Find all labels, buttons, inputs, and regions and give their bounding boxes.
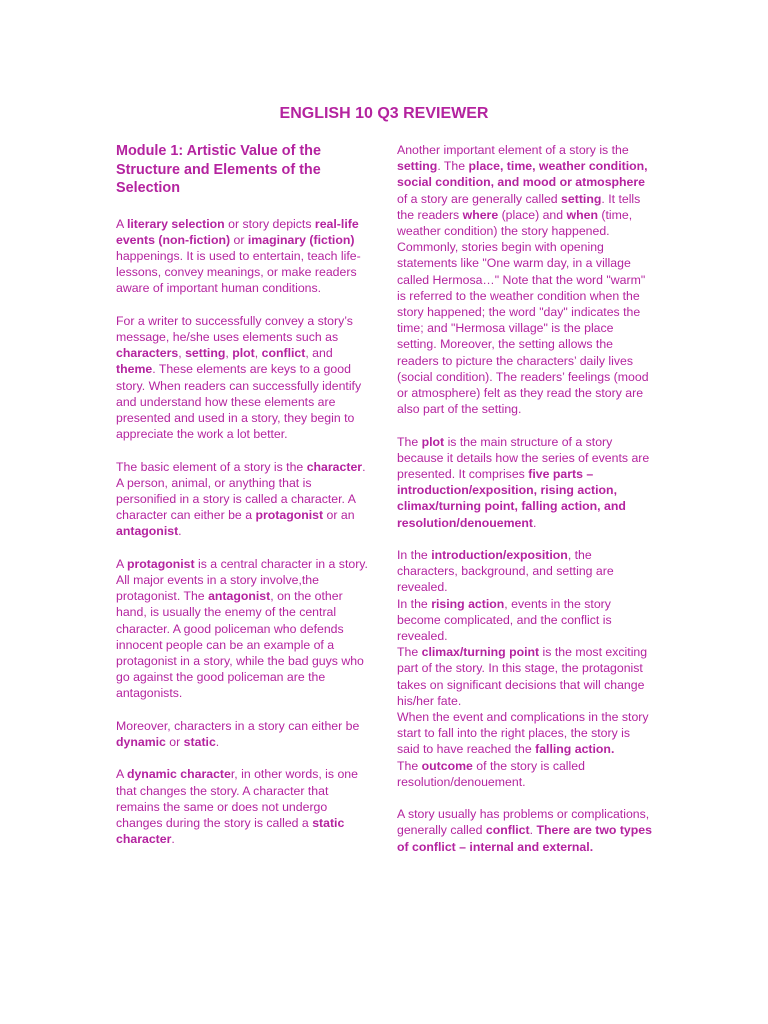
bold-term: five parts – introduction/exposition, rising action, climax/turning point, falling action, and resolution/denouement xyxy=(397,467,626,530)
bold-term: introduction/exposition xyxy=(431,548,568,563)
text-run: or xyxy=(165,734,184,749)
bold-term: theme xyxy=(116,362,153,377)
bold-term: literary selection xyxy=(126,216,225,231)
text-run: , the characters, background, and setting are revealed. xyxy=(397,548,614,595)
module-heading: Module 1: Artistic Value of the Structure and Elements of the Selection xyxy=(116,143,321,196)
text-run: of the story is called resolution/denouement. xyxy=(397,758,585,789)
paragraph-climax xyxy=(397,644,655,709)
text-run: , and xyxy=(305,346,333,361)
text-run: is a central character in a story. All major events in a story involve,the protagonist. The xyxy=(116,556,368,604)
text-run: or story depicts xyxy=(224,216,315,231)
text-run: A xyxy=(116,556,127,571)
bold-term: climax/turning point xyxy=(421,645,540,660)
bold-term: antagonist xyxy=(116,524,179,539)
paragraph-falling-action xyxy=(397,709,655,758)
bold-term: place, time, weather condition, social condition, and mood or atmosphere xyxy=(397,159,648,190)
paragraph-literary-selection xyxy=(116,216,372,297)
text-run: . xyxy=(171,832,175,847)
text-run: , on the other hand, is usually the enemy of the central character. A good policeman who defends innocent people can be an example of a protagonist in a story, while the bad guys who go against the good policeman are the antagonists. xyxy=(116,589,364,701)
text-run: For a writer to successfully convey a story’s message, he/she uses elements such as xyxy=(116,313,353,344)
text-run: . A person, animal, or anything that is personified in a story is called a character. A character can either be a xyxy=(116,459,366,523)
paragraph-story-elements xyxy=(116,313,372,443)
text-run: Another important element of a story is the xyxy=(397,143,629,157)
text-run: . xyxy=(529,823,537,838)
text-run: , xyxy=(178,346,186,361)
paragraph-protagonist xyxy=(116,556,372,702)
text-run: When the event and complications in the story start to fall into the right places, the story is said to have reached the xyxy=(397,710,649,757)
bold-term: setting xyxy=(561,191,602,206)
text-run: , xyxy=(225,346,233,361)
paragraph-exposition xyxy=(397,547,655,596)
text-run: . xyxy=(215,734,220,749)
paragraph-character xyxy=(116,459,372,540)
text-run: of a story are generally called xyxy=(397,191,562,206)
bold-term: static xyxy=(183,734,216,749)
text-run: The xyxy=(397,434,422,449)
text-run: or an xyxy=(323,508,355,523)
text-run: A xyxy=(116,767,127,782)
right-column xyxy=(397,142,655,855)
text-run: . These elements are keys to a good story. When readers can successfully identify and understand how these elements are presented and used in a story, they begin to appreciate the work a lot better. xyxy=(116,362,362,442)
text-run: Moreover, characters in a story can either be xyxy=(116,718,360,733)
bold-term: dynamic xyxy=(116,734,166,749)
bold-term: characters xyxy=(116,346,179,361)
text-run: A xyxy=(116,216,127,231)
text-run: In the xyxy=(397,596,432,611)
text-run: , xyxy=(254,346,262,361)
text-run: The xyxy=(397,758,422,773)
text-run: , events in the story become complicated, and the conflict is revealed. xyxy=(397,596,612,644)
bold-term: antagonist xyxy=(208,589,271,604)
bold-term: setting xyxy=(185,346,226,361)
text-run: . The xyxy=(437,159,469,174)
text-run: In the xyxy=(397,548,432,563)
text-run: is the most exciting part of the story. In this stage, the protagonist takes on significant decisions that will change his/her fate. xyxy=(397,645,648,708)
text-run: (time, weather condition) the story happened. Commonly, stories begin with opening statements like "One warm day, in a village called Hermosa…" Note that the word "warm" is referred to the weather condition when the story happened; the word "day" indicates the time; and "Hermosa village" is the place setting. Moreover, the setting allows the readers to picture the characters’ daily lives (social condition). The readers’ feelings (mood or atmosphere) felt as they read the story are also part of the setting. xyxy=(397,207,649,417)
bold-term: plot xyxy=(232,346,255,361)
text-run: The xyxy=(397,645,422,660)
left-column xyxy=(116,142,372,847)
text-run: happenings. It is used to entertain, teach life-lessons, convey meanings, or make readers aware of important human conditions. xyxy=(116,248,361,296)
text-run: r, in other words, is one that changes the story. A character that remains the same or does not undergo changes during the story is called a xyxy=(116,767,358,830)
bold-term: outcome xyxy=(421,758,473,773)
bold-term: imaginary (fiction) xyxy=(247,232,355,247)
bold-term: protagonist xyxy=(126,556,195,571)
paragraph-dynamic-character xyxy=(116,766,372,847)
paragraph-rising-action xyxy=(397,596,655,645)
bold-term: dynamic characte xyxy=(126,767,231,782)
paragraph-dynamic-static xyxy=(116,718,372,750)
bold-term: real-life events (non-fiction) xyxy=(116,216,359,247)
text-run: . It tells the readers xyxy=(397,191,641,222)
text-run: The basic element of a story is the xyxy=(116,459,307,474)
document-title: ENGLISH 10 Q3 REVIEWER xyxy=(279,105,489,122)
paragraph-setting xyxy=(397,142,655,417)
text-run: A story usually has problems or complications, generally called xyxy=(397,807,650,838)
bold-term: character xyxy=(306,459,363,474)
bold-term: falling action. xyxy=(535,742,615,757)
bold-term: where xyxy=(462,207,499,222)
paragraph-plot xyxy=(397,434,655,531)
bold-term: setting xyxy=(397,159,438,174)
paragraph-conflict xyxy=(397,806,655,855)
bold-term: conflict xyxy=(261,346,306,361)
bold-term: protagonist xyxy=(255,508,324,523)
bold-term: plot xyxy=(421,434,445,449)
bold-term: rising action xyxy=(431,596,505,611)
text-run: . xyxy=(178,524,182,539)
text-run: . xyxy=(532,515,537,530)
bold-term: There are two types of conflict – internal and external. xyxy=(397,823,652,854)
text-run: (place) and xyxy=(498,207,567,222)
paragraph-outcome xyxy=(397,758,655,790)
bold-term: static character xyxy=(116,815,345,847)
bold-term: when xyxy=(566,207,598,222)
text-run: is the main structure of a story because it details how the series of events are presented. It comprises xyxy=(397,434,650,482)
bold-term: conflict xyxy=(485,823,530,838)
text-run: or xyxy=(230,232,248,247)
